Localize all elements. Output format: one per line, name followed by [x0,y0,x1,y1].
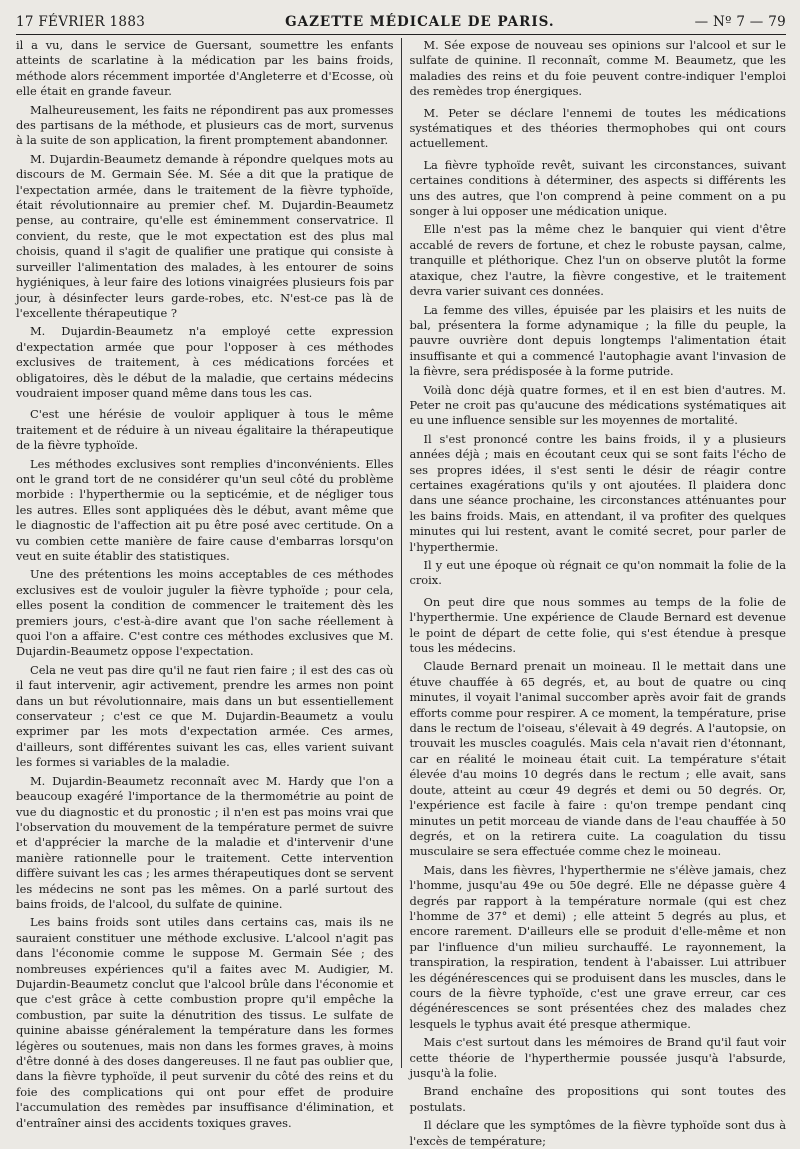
paragraph: M. Peter se déclare l'ennemi de toutes les médications systématiques et des théories thermophobes qui ont cours actuellement. [409,105,786,151]
paragraph: La fièvre typhoïde revêt, suivant les circonstances, suivant certaines conditions à déterminer, des aspects si différents les uns des autres, que l'on comprend à peine comment on a pu songer à lui opposer une médication unique. [409,157,786,219]
paragraph: Mais c'est surtout dans les mémoires de Brand qu'il faut voir cette théorie de l'hyperthermie poussée jusqu'à l'absurde, jusqu'à la folie. [409,1035,786,1080]
paragraph: M. Dujardin-Beaumetz n'a employé cette expression d'expectation armée que pour l'opposer à ces méthodes exclusives de traitement, à ces médications forcées et obligatoires, dès le début de la maladie, que certains médecins voudraient imposer quand même dans tous les cas. [16,324,394,400]
paragraph: Il déclare que les symptômes de la fièvre typhoïde sont dus à l'excès de température; [409,1118,786,1148]
paragraph: Cela ne veut pas dire qu'il ne faut rien faire ; il est des cas où il faut intervenir, agir activement, prendre les armes non point dans un but révolutionnaire, mais dans un but essentiellement conservateur ; c'est ce que M. Dujardin-Beaumetz a voulu exprimer par les mots d'expectation armée. Ces armes, d'ailleurs, sont différentes suivant les cas, elles varient suivant les formes si variables de la maladie. [16,662,394,770]
paragraph: Malheureusement, les faits ne répondirent pas aux promesses des partisans de la méthode, et plusieurs cas de mort, survenus à la suite de son application, la firent promptement abandonner. [16,102,394,148]
text-columns [16,38,786,1148]
issue-page-number: — Nº 7 — 79 [694,14,786,30]
issue-date: 17 FÉVRIER 1883 [16,14,146,30]
paragraph: Les méthodes exclusives sont remplies d'inconvénients. Elles ont le grand tort de ne considérer qu'un seul côté du problème morbide : l'hyperthermie ou la septicémie, et de négliger tous les autres. Elles sont appliquées dès le début, avant même que le diagnostic de l'affection ait pu être posé avec certitude. On a vu combien cette manière de faire cause d'embarras lorsqu'on veut en suite établir des statistiques. [16,456,394,563]
paragraph: M. Dujardin-Beaumetz demande à répondre quelques mots au discours de M. Germain Sée. M. Sée a dit que la pratique de l'expectation armée, dans le traitement de la fièvre typhoïde, était révolutionnaire au premier chef. M. Dujardin-Beaumetz pense, au contraire, qu'elle est éminemment conservatrice. Il convient, du reste, que le mot expectation est des plus mal choisis, quand il s'agit de qualifier une pratique qui consiste à surveiller l'alimentation des malades, à les entourer de soins hygiéniques, à leur faire des lotions vinaigrées plusieurs fois par jour, à désinfecter leurs garde-robes, etc. N'est-ce pas là de l'excellente thérapeutique ? [16,151,394,320]
paragraph: Mais, dans les fièvres, l'hyperthermie ne s'élève jamais, chez l'homme, jusqu'au 49e ou 50e degré. Elle ne dépasse guère 4 degrés par rapport à la température normale (qui est chez l'homme de 37° et demi) ; elle atteint 5 degrés au plus, et encore rarement. D'ailleurs elle se produit d'elle-même et non par l'influence d'un milieu surchauffé. Le rayonnement, la transpiration, la respiration, tendent à l'abaisser. Lui attribuer les dégénérescences qui se produisent dans les muscles, dans le cours de la fièvre typhoïde, c'est une grave erreur, car ces dégénérescences se sont présentées chez des malades chez lesquels le typhus avait été presque athermique. [409,862,786,1031]
paragraph: M. Dujardin-Beaumetz reconnaît avec M. Hardy que l'on a beaucoup exagéré l'importance de la thermométrie au point de vue du diagnostic et du pronostic ; il n'en est pas moins vrai que l'observation du mouvement de la température permet de suivre et d'apprécier la marche de la maladie et d'intervenir d'une manière rationnelle pour le traitement. Cette intervention diffère suivant les cas ; les armes thérapeutiques dont se servent les médecins ne sont pas les mêmes. On a parlé surtout des bains froids, de l'alcool, du sulfate de quinine. [16,773,394,911]
paragraph: Brand enchaîne des propositions qui sont toutes des postulats. [409,1084,786,1114]
paragraph: Il y eut une époque où régnait ce qu'on nommait la folie de la croix. [409,558,786,588]
paragraph: Il s'est prononcé contre les bains froids, il y a plusieurs années déjà ; mais en écoutant ceux qui se sont faits l'écho de ses propres idées, il s'est senti le désir de réagir contre certaines exagérations qu'ils y ont ajoutées. Il plaidera donc dans une séance prochaine, les circonstances atténuantes pour les bains froids. Mais, en attendant, il va profiter des quelques minutes qui lui restent, avant le comité secret, pour parler de l'hyperthermie. [409,431,786,554]
paragraph: Voilà donc déjà quatre formes, et il en est bien d'autres. M. Peter ne croit pas qu'aucune des médications systématiques ait eu une influence sensible sur les moyennes de mortalité. [409,382,786,428]
left-column [16,38,401,1130]
paragraph: Une des prétentions les moins acceptables de ces méthodes exclusives est de vouloir juguler la fièvre typhoïde ; pour cela, elles posent la condition de commencer le traitement dès les premiers jours, c'est-à-dire avant que l'on sache réellement à quoi l'on a affaire. C'est contre ces méthodes exclusives que M. Dujardin-Beaumetz oppose l'expectation. [16,567,394,659]
paragraph: Claude Bernard prenait un moineau. Il le mettait dans une étuve chauffée à 65 degrés, et, au bout de quatre ou cinq minutes, il voyait l'animal succomber après avoir fait de grands efforts comme pour respirer. A ce moment, la température, prise dans le rectum de l'oiseau, s'élevait à 49 degrés. A l'autopsie, on trouvait les muscles coagulés. Mais cela n'avait rien d'étonnant, car en réalité le moineau était cuit. La température s'était élevée d'au moins 10 degrés dans le rectum ; elle avait, sans doute, atteint au cœur 49 degrés et demi ou 50 degrés. Or, l'expérience est facile à faire : qu'on trempe pendant cinq minutes un petit morceau de viande dans de l'eau chauffée à 50 degrés, et on la retirera cuite. La coagulation du tissu musculaire se sera effectuée comme chez le moineau. [409,659,786,859]
paragraph: Elle n'est pas la même chez le banquier qui vient d'être accablé de revers de fortune, et chez le robuste paysan, calme, tranquille et pléthorique. Chez l'un on observe plutôt la forme ataxique, chez l'autre, la fièvre congestive, et le traitement devra varier suivant ces données. [409,222,786,299]
journal-title: GAZETTE MÉDICALE DE PARIS. [285,14,555,30]
paragraph: Les bains froids sont utiles dans certains cas, mais ils ne sauraient constituer une méthode exclusive. L'alcool n'agit pas dans l'économie comme le suppose M. Germain Sée ; des nombreuses expériences qu'il a faites avec M. Audigier, M. Dujardin-Beaumetz conclut que l'alcool brûle dans l'économie et que c'est grâce à cette combustion propre qu'il empêche la combustion, par suite la dénutrition des tissus. Le sulfate de quinine abaisse généralement la température dans les formes légères ou soutenues, mais non dans les formes graves, à moins d'être donné à des doses dangereuses. Il ne faut pas oublier que, dans la fièvre typhoïde, il peut survenir du côté des reins et du foie des complications qui ont pour effet de produire l'accumulation des remèdes par insuffisance d'élimination, et d'entraîner ainsi des accidents toxiques graves. [16,915,394,1130]
paragraph: La femme des villes, épuisée par les plaisirs et les nuits de bal, présentera la forme adynamique ; la fille du peuple, la pauvre ouvrière dont depuis longtemps l'alimentation était insuffisante et qui a commencé l'autophagie avant l'invasion de la fièvre, sera prédisposée à la forme putride. [409,302,786,379]
paragraph: il a vu, dans le service de Guersant, soumettre les enfants atteints de scarlatine à la médication par les bains froids, méthode alors récemment importée d'Angleterre et d'Ecosse, où elle était en grande faveur. [16,38,394,99]
paragraph: M. Sée expose de nouveau ses opinions sur l'alcool et sur le sulfate de quinine. Il reconnaît, comme M. Beaumetz, que les maladies des reins et du foie peuvent contre-indiquer l'emploi des remèdes trop énergiques. [409,38,786,99]
page-header [16,14,786,35]
paragraph: C'est une hérésie de vouloir appliquer à tous le même traitement et de réduire à un niveau égalitaire la thérapeutique de la fièvre typhoïde. [16,407,394,453]
paragraph: On peut dire que nous sommes au temps de la folie de l'hyperthermie. Une expérience de Claude Bernard est devenue le point de départ de cette folie, qui s'est étendue à presque tous les médecins. [409,594,786,656]
right-column [401,38,786,1148]
